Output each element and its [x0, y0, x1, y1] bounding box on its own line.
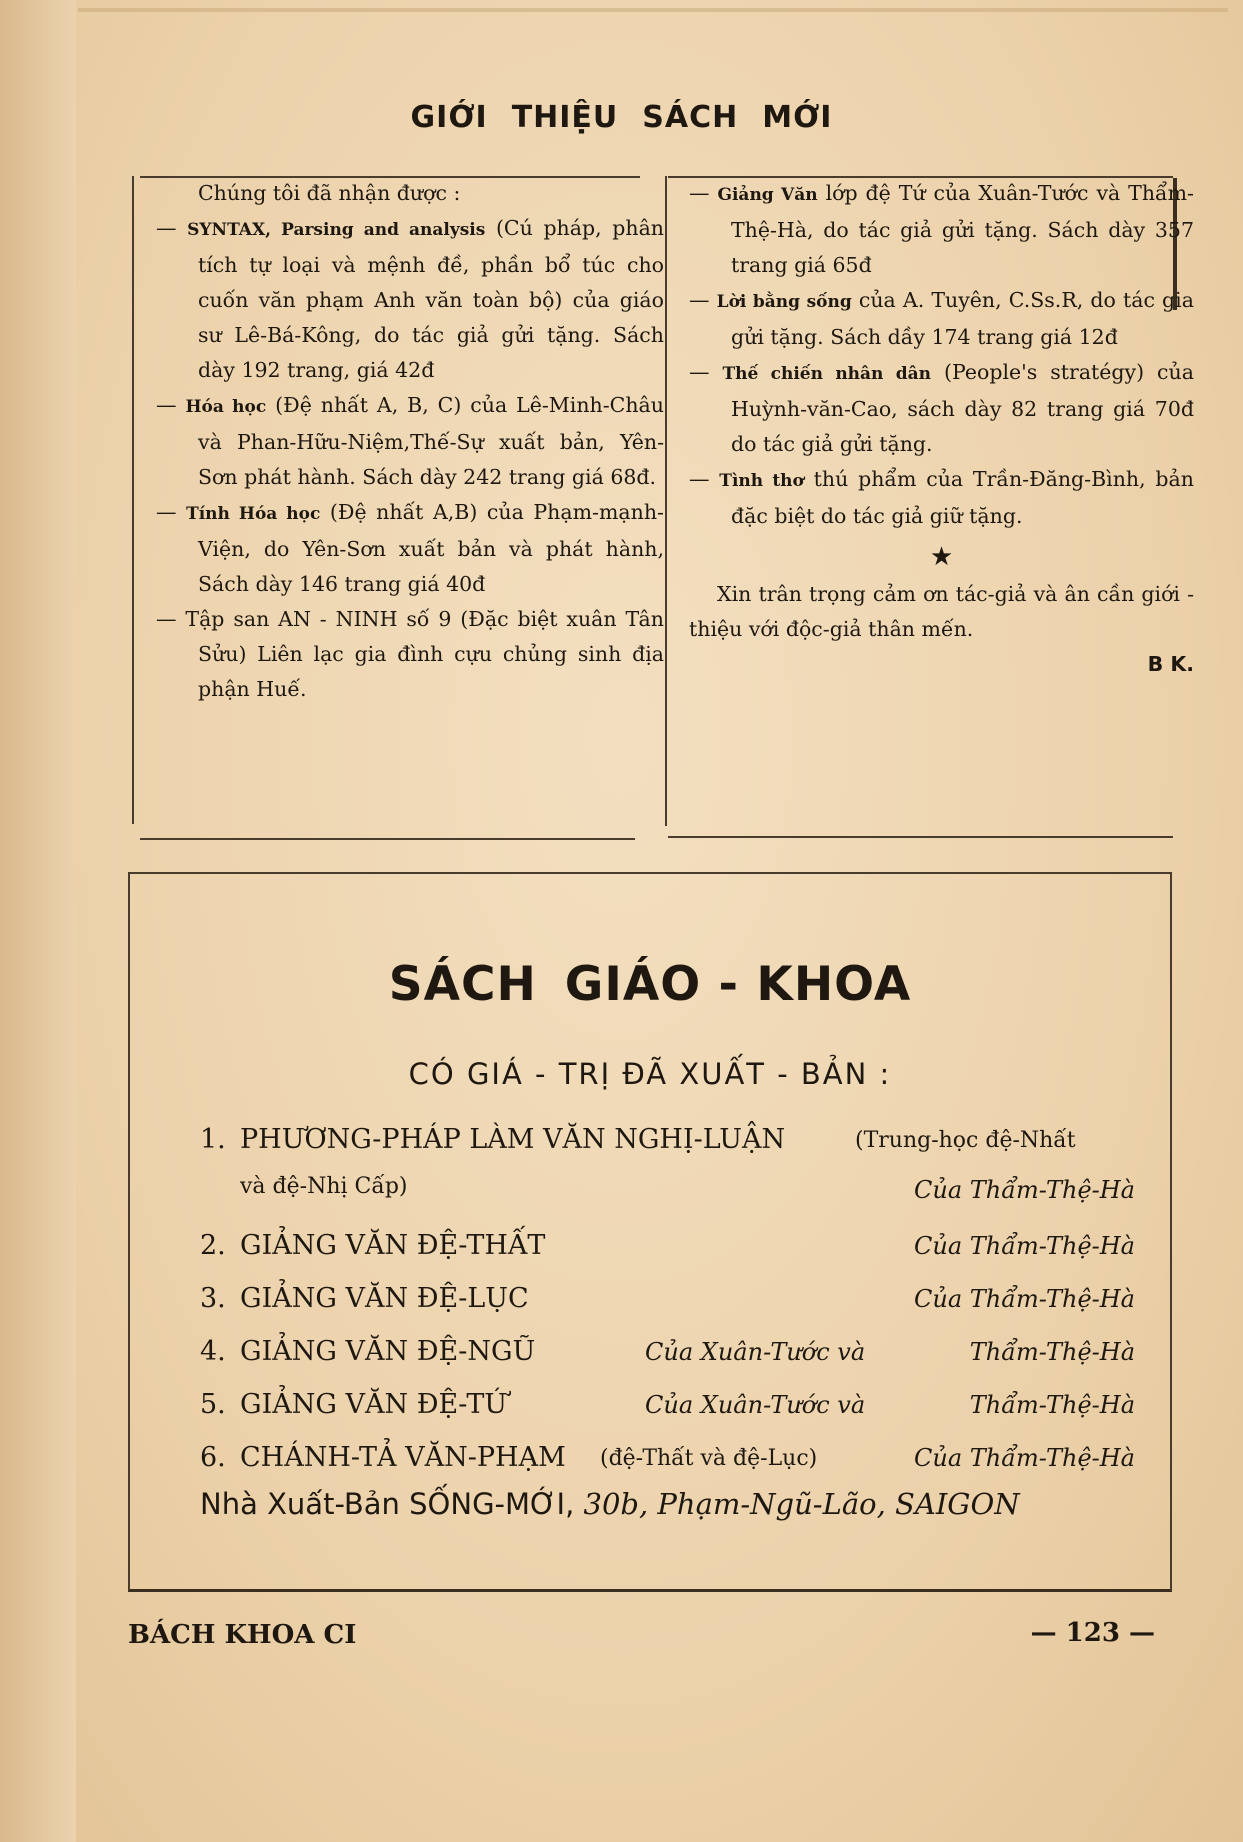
book-author-prefix: Của Xuân-Tước và	[645, 1391, 866, 1419]
entry-dash: —	[689, 181, 710, 205]
book-entry	[689, 462, 1194, 534]
title-word: THIỆU	[511, 100, 619, 135]
book-title: GIẢNG VĂN ĐỆ-NGŨ	[240, 1336, 536, 1367]
entry-lead: Lời bằng sống	[716, 292, 852, 312]
entry-lead: Tình thơ	[719, 471, 804, 491]
entry-lead: Tính Hóa học	[186, 504, 321, 524]
book-title: CHÁNH-TẢ VĂN-PHẠM	[240, 1442, 566, 1473]
book-author: Của Thẩm-Thệ-Hà	[914, 1444, 1135, 1472]
book-number: 5.	[200, 1389, 226, 1420]
entry-dash: —	[156, 393, 177, 417]
entry-body: lớp đệ Tứ của Xuân-Tước và Thẩm-Thệ-Hà, do tác giả gửi tặng. Sách dày 357 trang giá 65đ	[731, 181, 1194, 277]
book-entry	[689, 176, 1194, 283]
advert-subtitle: CÓ GIÁ - TRỊ ĐÃ XUẤT - BẢN :	[408, 1057, 892, 1091]
book-author: Thẩm-Thệ-Hà	[969, 1338, 1135, 1366]
entry-dash: —	[689, 467, 710, 491]
entry-lead: SYNTAX, Parsing and analysis	[187, 220, 486, 240]
advert-title-word: GIÁO - KHOA	[564, 957, 912, 1012]
entry-lead: Tập san AN - NINH số 9	[185, 607, 452, 631]
book-item	[200, 1283, 1135, 1336]
entry-body: (Cú pháp, phân tích tự loại và mệnh đề, phần bổ túc cho cuốn văn phạm Anh văn toàn bộ) của giáo sư Lê-Bá-Kông, do tác giả gửi tặng. Sách dày 192 trang, giá 42đ	[198, 216, 664, 382]
book-title: GIẢNG VĂN ĐỆ-LỤC	[240, 1283, 529, 1314]
book-title: PHƯƠNG-PHÁP LÀM VĂN NGHỊ-LUẬN	[240, 1124, 786, 1155]
entry-body: của A. Tuyên, C.Ss.R, do tác gia gửi tặng. Sách dầy 174 trang giá 12đ	[731, 288, 1194, 349]
book-author: Của Thẩm-Thệ-Hà	[914, 1176, 1135, 1204]
top-edge-line	[78, 8, 1228, 12]
advert-title	[130, 957, 1170, 1012]
title-word: MỚI	[762, 100, 833, 135]
entry-lead: Giảng Văn	[717, 185, 818, 205]
entry-dash: —	[689, 360, 710, 384]
entry-lead: Hóa học	[185, 397, 267, 417]
entry-dash: —	[689, 288, 710, 312]
book-item	[200, 1230, 1135, 1283]
title-word: SÁCH	[642, 100, 739, 135]
book-item	[200, 1389, 1135, 1442]
page-number: — 123 —	[1030, 1618, 1155, 1648]
magazine-name: BÁCH KHOA CI	[128, 1620, 357, 1650]
signature: B K.	[1147, 652, 1194, 676]
entry-dash: —	[156, 500, 177, 524]
book-list	[200, 1124, 1135, 1495]
entry-body: thú phẩm của Trần-Đăng-Bình, bản đặc biệt do tác giả giữ tặng.	[731, 467, 1194, 528]
star-icon: ★	[929, 542, 954, 572]
thanks-text: Xin trân trọng cảm ơn tác-giả và ân cần giới - thiệu với độc-giả thân mến.	[689, 582, 1194, 641]
entry-body: (People's stratégy) của Huỳnh-văn-Cao, sách dày 82 trang giá 70đ do tác giả gửi tặng.	[731, 360, 1194, 456]
title-word: GIỚI	[410, 100, 488, 135]
book-entry	[156, 211, 664, 388]
entry-dash: —	[156, 216, 177, 240]
book-entry	[156, 495, 664, 602]
entry-body: (Đệ nhất A, B, C) của Lê-Minh-Châu và Phan-Hữu-Niệm,Thế-Sự xuất bản, Yên-Sơn phát hành. Sách dày 242 trang giá 68đ.	[198, 393, 664, 489]
book-author: Của Thẩm-Thệ-Hà	[914, 1285, 1135, 1313]
book-author: Thẩm-Thệ-Hà	[969, 1391, 1135, 1419]
publisher-line	[200, 1487, 1130, 1521]
book-title: GIẢNG VĂN ĐỆ-THẤT	[240, 1230, 546, 1261]
book-author: Của Thẩm-Thệ-Hà	[914, 1232, 1135, 1260]
section-title	[0, 100, 1243, 135]
book-number: 6.	[200, 1442, 226, 1473]
right-column	[665, 176, 1194, 826]
book-entry	[156, 388, 664, 495]
book-entry	[689, 355, 1194, 462]
book-note: (đệ-Thất và đệ-Lục)	[600, 1446, 818, 1471]
book-number: 2.	[200, 1230, 226, 1261]
book-note: và đệ-Nhị Cấp)	[240, 1174, 408, 1199]
book-entry	[689, 283, 1194, 355]
page-left-edge	[0, 0, 76, 1842]
entry-body: (Đặc biệt xuân Tân Sửu) Liên lạc gia đình cựu chủng sinh địa phận Huế.	[198, 607, 664, 701]
book-item	[200, 1124, 1135, 1230]
publisher-address: 30b, Phạm-Ngũ-Lão, SAIGON	[583, 1487, 1020, 1521]
book-number: 3.	[200, 1283, 226, 1314]
advert-title-word: SÁCH	[388, 957, 537, 1012]
advert-box	[128, 872, 1172, 1592]
column-rule	[140, 838, 635, 840]
book-number: 4.	[200, 1336, 226, 1367]
column-rule	[668, 836, 1173, 838]
entry-dash: —	[156, 607, 177, 631]
book-entry	[156, 602, 664, 707]
book-item	[200, 1336, 1135, 1389]
entry-body: (Đệ nhất A,B) của Phạm-mạnh-Viện, do Yên-Sơn xuất bản và phát hành, Sách dày 146 trang giá 40đ	[198, 500, 664, 596]
book-note: (Trung-học đệ-Nhất	[855, 1128, 1076, 1153]
publisher-name: Nhà Xuất-Bản SỐNG-MỚI,	[200, 1487, 575, 1521]
left-column	[132, 176, 664, 824]
intro-text: Chúng tôi đã nhận được :	[198, 181, 461, 205]
book-title: GIẢNG VĂN ĐỆ-TỨ	[240, 1389, 508, 1420]
entry-lead: Thế chiến nhân dân	[722, 364, 932, 384]
book-author-prefix: Của Xuân-Tước và	[645, 1338, 866, 1366]
book-number: 1.	[200, 1124, 226, 1155]
